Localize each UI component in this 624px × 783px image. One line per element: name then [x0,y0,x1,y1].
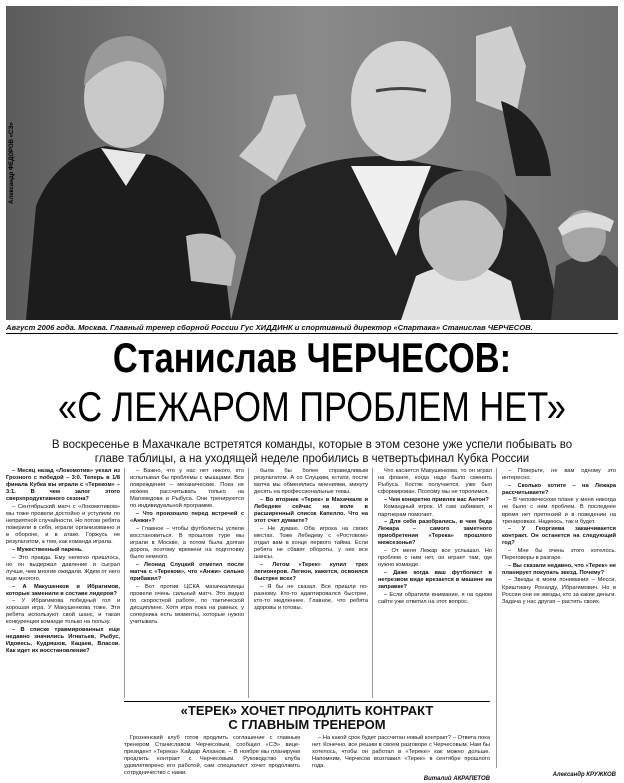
inset-top-rule [124,701,490,702]
column-divider [124,468,125,698]
interview-question: – Что произошло перед встречей с «Анжи»? [130,511,244,525]
interview-answer: – Не думаю. Оба игрока на своих местах. Тоже Лебедеву с «Ростовом» отдал вам в конце первого тайма. Если ребята не сбавят обороты, у них все шансы. [254,525,368,561]
inset-headline-line-2: С ГЛАВНЫМ ТРЕНЕРОМ [228,717,386,732]
interview-question: – Для себя разобрались, в чем беда Лежара – самого заметного приобретения «Терека» прошлого межсезонья? [378,519,492,547]
interview-question: – А Макушенков и Ибрагимов, которые заменили в составе лидеров? [6,583,120,597]
headline-line-2: «С ЛЕЖАРОМ ПРОБЛЕМ НЕТ» [58,383,566,430]
interview-answer: Командный игрок. И сам забивает, и партнерам помогает. [378,504,492,518]
inset-headline-line-1: «ТЕРЕК» ХОЧЕТ ПРОДЛИТЬ КОНТРАКТ [180,703,434,718]
interview-question: – Леонид Слуцкий отметил после матча с «Тереком», что «Анжи» сильно прибавил? [130,561,244,582]
interview-question: – В списке травмированных еще недавно значились Игнатьев, Рыбус, Идовесь, Кудряшов, Кацаев, Власов. Как идет их восстановление? [6,627,120,655]
interview-question: – Даже когда ваш футболист в нетрезвом виде врезается в машине на заправке? [378,569,492,590]
headline-line-1: Станислав ЧЕРЧЕСОВ: [112,334,512,381]
interview-answer: – У Ибрагимова победный гол и хорошая игра. У Макушенкова тоже. Эти ребята используют свой шанс, и такая конкуренция команде только на пользу. [6,598,120,626]
lead-paragraph: В воскресенье в Махачкале встретятся команды, которые в этом сезоне уже успели побывать во главе таблицы, а на уходящей неделе пробились в четвертьфинал Кубка России [51,439,573,465]
inset-column-1: Грозненский клуб готов продлить соглашение с главным тренером Станиславом Черчесовым, сообщил «СЭ» вице-президент «Терека» Хайдар Алханов. – В ноябре мы планируем продлить контракт с Черчесовым. Руководство клуба удовлетворено его работой, сам специалист хочет продолжить сотрудничество с нами. [124,735,300,776]
inset-box [124,701,490,783]
interview-answer: – Это правда. Ему нелегко пришлось, но он выдержал давление и сыграл лучше, чем многие ожидали. Ждем от него еще многого. [6,554,120,582]
column-divider [496,468,497,768]
photo-caption: Август 2006 года. Москва. Главный тренер сборной России Гус ХИДДИНК и спортивный директор «Спартака» Станислав ЧЕРЧЕСОВ. [6,323,533,332]
interview-question: – Месяц назад «Локомотив» уехал из Грозного с победой – 3:0. Теперь в 1/8 финала Кубка вы играли с «Тереком» – 3:1. В чем залог этого сверхпродуктивного сезона? [6,468,120,503]
interview-question: – Во вторник «Терек» в Махачкале и Лебедеве сейчас на воле в расширенный список Капелло. Что на этот счет думаете? [254,496,368,525]
article-column-3 [254,468,368,696]
article-column-4 [378,468,492,696]
figure-background-person [551,210,618,320]
inset-signature: Виталий АКРАПЕТОВ [423,776,490,782]
main-photo [6,6,618,320]
interview-answer: – От меня Лежар все услышал. Но проблем с ним нет, он играет там, где нужно команде. [378,548,492,569]
article-column-1 [6,468,120,783]
interview-answer: – Вот против ЦСКА махачкалинцы провели очень сильный матч. Это видно по скоростной работе, по тактической дисциплине. Хотя игра пока на равных, у соперника есть моменты, которые нужно учитывать. [130,583,244,625]
interview-answer: Что касается Макушенкова, то он играл на фланге, когда надо было сменить Рыбуса. Костяк получается, уже был сформирован. Поэтому мы не торопимся. [378,468,492,496]
interview-question: – У Георгиева заканчивается контракт. Он останется на следующий год? [502,526,616,547]
column-divider [248,468,249,698]
interview-question: – Летом «Терек» купил трех легионеров. Легион, кажется, освоился быстрее всех? [254,561,368,582]
interview-answer: – Поверьте, не вам одному это интересно. [502,468,616,482]
photo-credit: Александр ФЕДОРОВ «СЭ» [9,122,15,204]
inset-column-2: – На какой срок будет рассчитан новый контракт? – Ответа пока нет. Конечно, все решим в своем разговоре с Черчесовым. Нам бы хотелось, чтобы он работал в «Тереке» как можно дольше. Напомним, Черчесов возглавил «Терек» в сентябре прошлого года. [312,735,490,769]
interview-answer: – Важно, что у нас нет никого, кто испытывал бы проблемы с мышцами. Все повреждения – механические. Пока не можем рассчитывать только на Магомедова и Рыбуса. Они тренируются по индивидуальной программе. [130,468,244,510]
interview-question: – Мужественный парень. [12,547,83,554]
author-signature: Александр КРУЖКОВ [552,772,616,778]
interview-question: – Чем конкретно привлек вас Антон? [384,496,489,503]
interview-answer: – Сентябрьский матч с «Локомотивом» мы тоже провели достойно и уступили по неприятной случайности. Но потом ребята поверили в себя, играли организованно и в обороне, и в атаке. Горжусь не результатом, а тем, как команда играла. [6,503,120,546]
interview-question: – Сколько хотите – на Лежара рассчитываете? [502,482,616,496]
interview-answer: – Звезды в моем понимании – Месси, Криштиану Роналду, Ибрагимович. Но в России они не звезды, кто за какие деньги. Задача у нас другая – растить своих. [502,577,616,605]
interview-question: – Вы сказали недавно, что «Терек» не планирует покупать звезд. Почему? [502,562,616,576]
article-column-2 [130,468,244,696]
article-column-5 [502,468,616,768]
photo-scene [6,6,618,320]
interview-answer: – Я бы не сказал. Все пришли по-разному. Кто-то адаптировался быстрее, кто-то медленнее. Главное, что ребята здоровы и готовы. [254,583,368,611]
interview-answer: – В человеческом плане у меня никогда не было с ним проблем. В последнее время нет претензий и в поведении на тренировках. Надеюсь, так и будет. [502,497,616,525]
interview-answer: – Мне бы очень этого хотелось. Переговоры в разгаре. [502,548,616,562]
interview-answer: была бы более справедливым результатом. А со Слуцким, кстати, после матча мы обменялись мнениями, минуту десять на профессиональные темы. [254,468,368,496]
column-divider [372,468,373,698]
interview-answer: – Если обратили внимание, я на одном сайте уже ответил на этот вопрос. [378,591,492,605]
interview-answer: – Главное – чтобы футболисты успели восстановиться. В прошлом туре мы играли в Москве, а потом была долгая дорога, поэтому времени на подготовку было немного. [130,525,244,561]
